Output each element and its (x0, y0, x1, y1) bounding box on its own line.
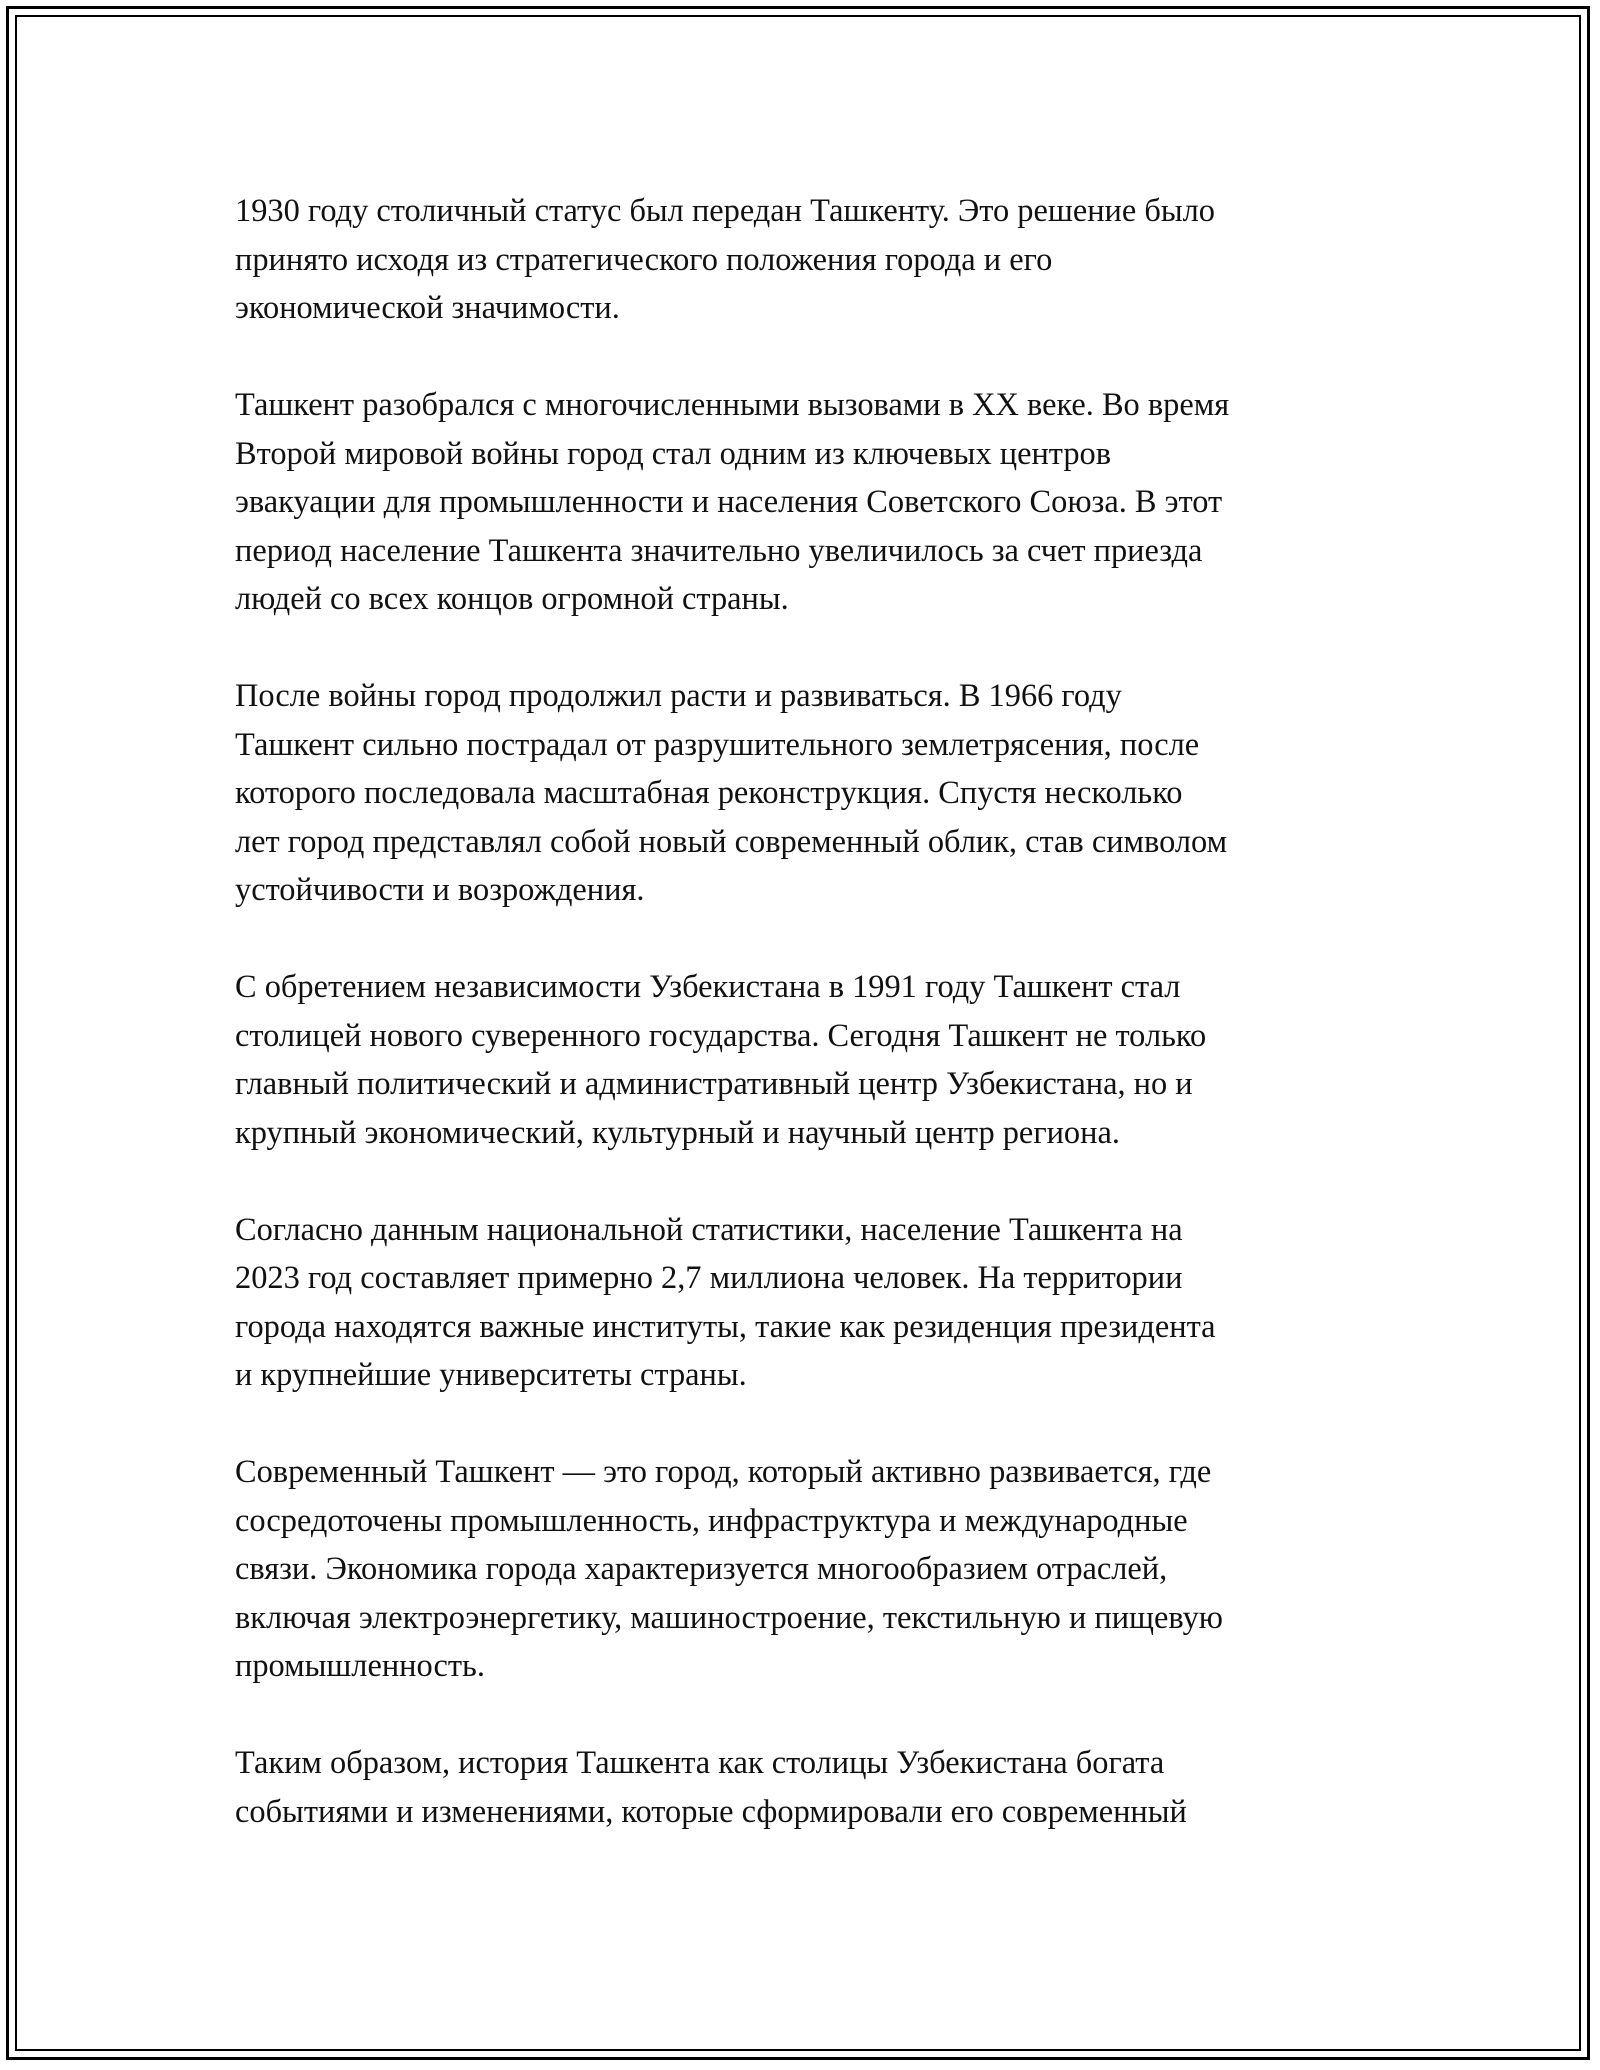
text-line: эвакуации для промышленности и населения Советского Союза. В этот (235, 484, 1223, 520)
text-line: Ташкент разобрался с многочисленными вызовами в XX веке. Во время (235, 387, 1230, 423)
text-line: и крупнейшие университеты страны. (235, 1357, 747, 1393)
paragraph-conclusion (235, 1739, 1385, 1836)
text-line: Второй мировой войны город стал одним из ключевых центров (235, 435, 1112, 472)
text-line: города находятся важные институты, такие как резиденция президента (235, 1308, 1216, 1345)
text-line: которого последовала масштабная реконструкция. Спустя несколько (235, 775, 1183, 811)
paragraph-1930-capital (235, 187, 1385, 333)
text-line: связи. Экономика города характеризуется многообразием отраслей, (235, 1551, 1168, 1587)
text-line: Согласно данным национальной статистики, население Ташкента на (235, 1211, 1183, 1248)
text-line: принято исходя из стратегического положения города и его (235, 241, 1053, 278)
text-line: главный политический и административный центр Узбекистана, но и (235, 1066, 1193, 1102)
text-line: Ташкент сильно пострадал от разрушительного землетрясения, после (235, 726, 1200, 763)
document-body (235, 187, 1385, 1885)
text-line: С обретением независимости Узбекистана в 1991 году Ташкент стал (235, 969, 1181, 1005)
text-line: промышленность. (235, 1648, 485, 1684)
text-line: сосредоточены промышленность, инфраструктура и международные (235, 1502, 1188, 1539)
paragraph-independence (235, 963, 1385, 1157)
text-line: включая электроэнергетику, машиностроение, текстильную и пищевую (235, 1599, 1223, 1636)
text-line: 1930 году столичный статус был передан Ташкенту. Это решение было (235, 193, 1215, 229)
text-line: Таким образом, история Ташкента как столицы Узбекистана богата (235, 1745, 1165, 1781)
text-line: 2023 год составляет примерно 2,7 миллиона человек. На территории (235, 1260, 1183, 1296)
paragraph-population (235, 1206, 1385, 1400)
text-line: период население Ташкента значительно увеличилось за счет приезда (235, 532, 1203, 569)
paragraph-20th-century (235, 381, 1385, 624)
paragraph-modern-tashkent (235, 1448, 1385, 1691)
text-line: Современный Ташкент — это город, который активно развивается, где (235, 1454, 1212, 1490)
text-line: крупный экономический, культурный и научный центр региона. (235, 1114, 1120, 1151)
paragraph-earthquake (235, 672, 1385, 915)
text-line: столицей нового суверенного государства. Сегодня Ташкент не только (235, 1017, 1207, 1054)
text-line: событиями и изменениями, которые сформировали его современный (235, 1793, 1187, 1830)
text-line: устойчивости и возрождения. (235, 872, 645, 908)
text-line: людей со всех концов огромной страны. (235, 581, 789, 617)
text-line: лет город представлял собой новый современный облик, став символом (235, 823, 1228, 860)
text-line: экономической значимости. (235, 290, 620, 326)
text-line: После войны город продолжил расти и развиваться. В 1966 году (235, 678, 1122, 714)
